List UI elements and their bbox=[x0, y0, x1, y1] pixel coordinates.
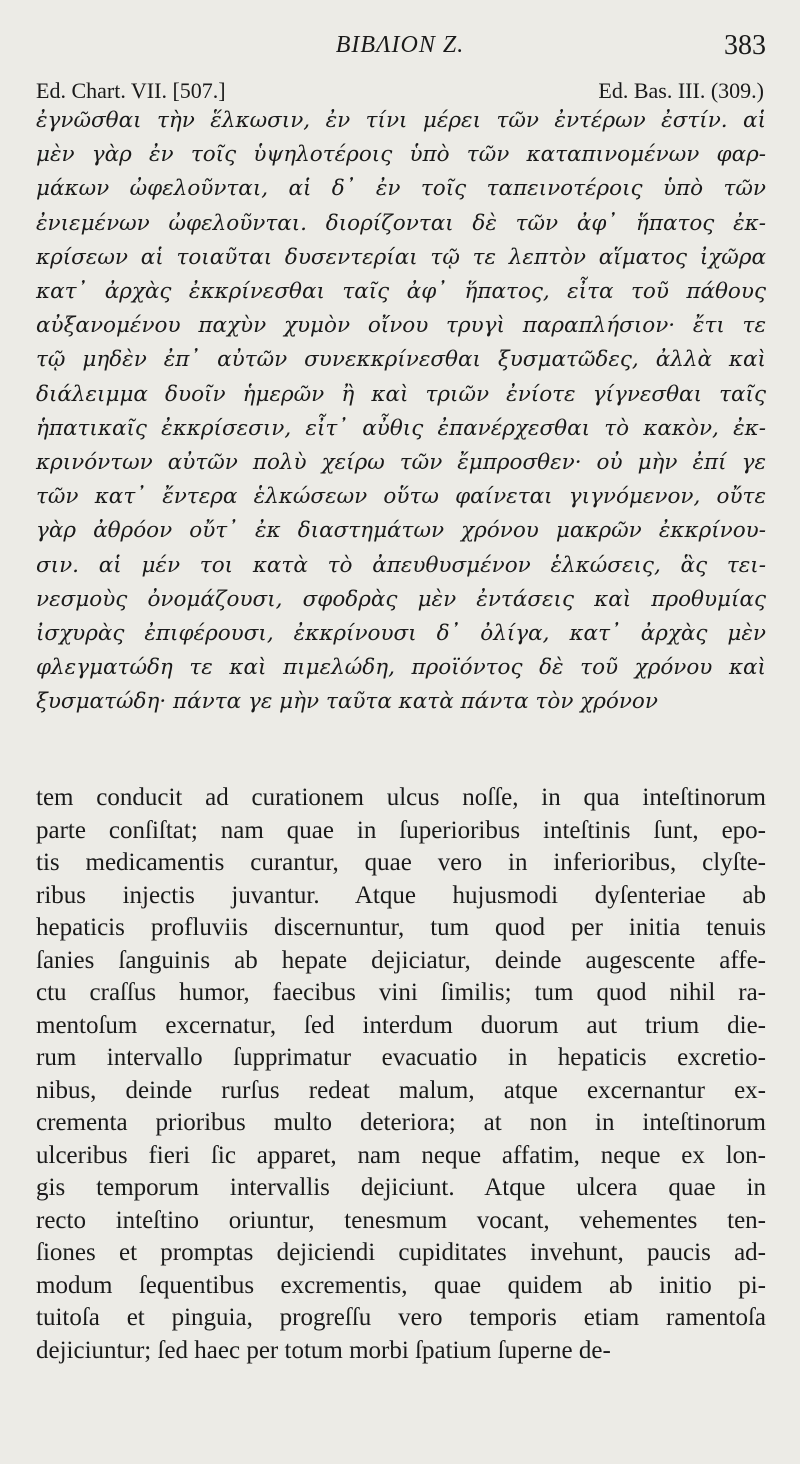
greek-text-line: ἐγνῶσθαι τὴν ἕλκωσιν, ἐν τίνι μέρει τῶν ἐντέρων ἐστίν. αἱ bbox=[36, 108, 766, 133]
edition-reference-basel: Ed. Bas. III. (309.) bbox=[598, 78, 764, 103]
latin-text-line: parte conſiſtat; nam quae in ſuperioribus inteſtinis ſunt, epo- bbox=[36, 816, 766, 844]
latin-text-line: dejiciuntur; ſed haec per totum morbi ſpatium ſuperne de- bbox=[36, 1336, 611, 1364]
greek-text-line: ἐνιεμένων ὠφελοῦνται. διορίζονται δὲ τῶν ἀφ᾽ ἥπατος ἐκ- bbox=[36, 210, 766, 236]
greek-text-line: φλεγματώδη τε καὶ πιμελώδη, προϊόντος δὲ τοῦ χρόνου καὶ bbox=[36, 655, 766, 681]
latin-text-line: ſiones et promptas dejiciendi cupiditates invehunt, paucis ad- bbox=[36, 1239, 766, 1266]
greek-text-line: αὐξανομένου παχὺν χυμὸν οἴνου τρυγὶ παραπλήσιον· ἔτι τε bbox=[36, 313, 766, 339]
latin-text-line: ctu craſſus humor, faecibus vini ſimilis; tum quod nihil ra- bbox=[36, 979, 766, 1006]
greek-text-line: κατ᾽ ἀρχὰς ἐκκρίνεσθαι ταῖς ἀφ᾽ ἥπατος, εἶτα τοῦ πάθους bbox=[36, 279, 766, 305]
greek-text-line: νεσμοὺς ὀνομάζουσι, σφοδρὰς μὲν ἐντάσεις καὶ προθυμίας bbox=[36, 586, 766, 612]
greek-text-line: ξυσματώδη· πάντα γε μὴν ταῦτα κατὰ πάντα τὸν χρόνον bbox=[36, 689, 658, 715]
greek-text-line: ἰσχυρὰς ἐπιφέρουσι, ἐκκρίνουσι δ᾽ ὀλίγα, κατ᾽ ἀρχὰς μὲν bbox=[36, 621, 766, 647]
greek-text-line: τῷ μηδὲν ἐπ᾽ αὐτῶν συνεκκρίνεσθαι ξυσματῶδες, ἀλλὰ καὶ bbox=[36, 347, 766, 373]
latin-text-line: hepaticis profluviis discernuntur, tum quod per initia tenuis bbox=[36, 914, 766, 941]
latin-text-line: mentoſum excernatur, ſed interdum duorum aut trium die- bbox=[36, 1011, 766, 1039]
latin-text-line: modum ſequentibus excrementis, quae quidem ab initio pi- bbox=[36, 1271, 766, 1299]
greek-text-line: σιν. αἱ μέν τοι κατὰ τὸ ἀπευθυσμένον ἑλκώσεις, ἃς τει- bbox=[36, 552, 766, 578]
latin-text-line: ſanies ſanguinis ab hepate dejiciatur, deinde augescente affe- bbox=[36, 946, 766, 974]
latin-text-line: nibus, deinde rurſus redeat malum, atque excernantur ex- bbox=[36, 1076, 766, 1104]
latin-text-line: tuitoſa et pinguia, progreſſu vero temporis etiam ramentoſa bbox=[36, 1304, 766, 1331]
latin-text-line: ulceribus fieri ſic apparet, nam neque affatim, neque ex lon- bbox=[36, 1141, 766, 1169]
latin-text-line: rum intervallo ſupprimatur evacuatio in hepaticis excretio- bbox=[36, 1044, 766, 1071]
latin-text-line: tis medicamentis curantur, quae vero in inferioribus, clyſte- bbox=[36, 849, 766, 876]
latin-text-line: gis temporum intervallis dejiciunt. Atque ulcera quae in bbox=[36, 1174, 766, 1201]
greek-text-line: διάλειμμα δυοῖν ἡμερῶν ἢ καὶ τριῶν ἐνίοτε γίγνεσθαι ταῖς bbox=[36, 381, 766, 407]
greek-text-line: κρίσεων αἱ τοιαῦται δυσεντερίαι τῷ τε λεπτὸν αἵματος ἰχῶρα bbox=[36, 244, 766, 270]
edition-reference-chartier: Ed. Chart. VII. [507.] bbox=[36, 78, 226, 103]
greek-text-line: μάκων ὠφελοῦνται, αἱ δ᾽ ἐν τοῖς ταπεινοτέροις ὑπὸ τῶν bbox=[36, 176, 766, 202]
page-number: 383 bbox=[724, 30, 766, 61]
latin-text-line: tem conducit ad curationem ulcus noſſe, in qua inteſtinorum bbox=[36, 784, 766, 811]
greek-text-line: γὰρ ἀθρόον οὔτ᾽ ἐκ διαστημάτων χρόνου μακρῶν ἐκκρίνου- bbox=[36, 518, 766, 544]
greek-text-block bbox=[36, 104, 766, 720]
greek-text-line: μὲν γὰρ ἐν τοῖς ὑψηλοτέροις ὑπὸ τῶν καταπινομένων φαρ- bbox=[36, 142, 766, 168]
latin-text-block bbox=[36, 782, 766, 1367]
greek-text-line: τῶν κατ᾽ ἔντερα ἑλκώσεων οὕτω φαίνεται γιγνόμενον, οὔτε bbox=[36, 484, 766, 510]
latin-text-line: crementa prioribus multo deteriora; at non in inteſtinorum bbox=[36, 1109, 766, 1136]
greek-text-line: κρινόντων αὐτῶν πολὺ χείρω τῶν ἔμπροσθεν· οὐ μὴν ἐπί γε bbox=[36, 450, 766, 476]
latin-text-line: recto inteſtino oriuntur, tenesmum vocant, vehementes ten- bbox=[36, 1206, 766, 1234]
running-head-title: BIBΛΙΟΝ Ζ. bbox=[335, 32, 465, 58]
greek-text-line: ἡπατικαῖς ἐκκρίσεσιν, εἶτ᾽ αὖθις ἐπανέρχεσθαι τὸ κακὸν, ἐκ- bbox=[36, 415, 766, 441]
latin-text-line: ribus injectis juvantur. Atque hujusmodi dyſenteriae ab bbox=[36, 881, 766, 909]
